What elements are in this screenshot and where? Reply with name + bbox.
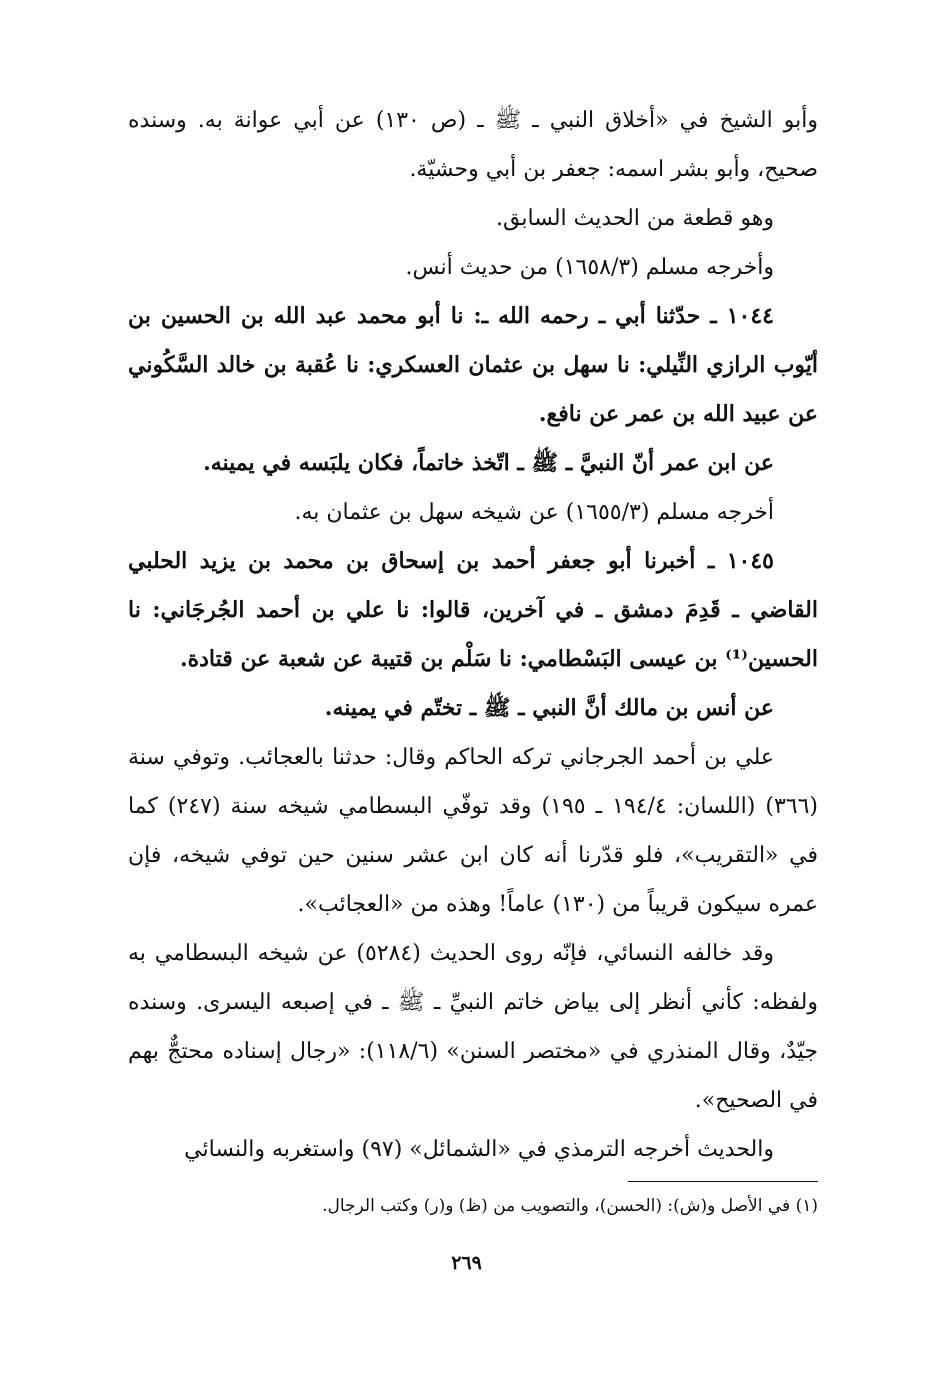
paragraph-1: وأبو الشيخ في «أخلاق النبي ـ ﷺ ـ (ص ١٣٠) عن أبي عوانة به. وسنده صحيح، وأبو بشر اسمه: جعفر بن أبي وحشيّة. [128,108,818,182]
paragraph-2: وهو قطعة من الحديث السابق. [496,206,774,231]
paragraph-3: وأخرجه مسلم (١٦٥٨/٣) من حديث أنس. [405,255,774,280]
hadith-1045-text: عن أنس بن مالك أنَّ النبي ـ ﷺ ـ تختّم في يمينه. [324,695,774,721]
paragraph-takhrij-1044: أخرجه مسلم (١٦٥٥/٣) عن شيخه سهل بن عثمان به. [294,500,774,525]
hadith-1045-chain: ١٠٤٥ ـ أخبرنا أبو جعفر أحمد بن إسحاق بن محمد بن يزيد الحلبي القاضي ـ قَدِمَ دمشق ـ في آخرين، قالوا: نا علي بن أحمد الجُرجَاني: نا الحسين⁽¹⁾ بن عيسى البَسْطامي: نا سَلْم بن قتيبة عن شعبة عن قتادة. [128,548,818,672]
hadith-1044-chain: ١٠٤٤ ـ حدّثنا أبي ـ رحمه الله ـ: نا أبو محمد عبد الله بن الحسين بن أيّوب الرازي النِّيلي: نا سهل بن عثمان العسكري: نا عُقبة بن خالد السَّكُوني عن عبيد الله بن عمر عن نافع. [128,303,818,427]
paragraph-commentary-1: علي بن أحمد الجرجاني تركه الحاكم وقال: حدثنا بالعجائب. وتوفي سنة (٣٦٦) (اللسان: ١٩٤/٤ ـ ١٩٥) وقد توفّي البسطامي شيخه سنة (٢٤٧) كما في «التقريب»، فلو قدّرنا أنه كان ابن عشر سنين حين توفي شيخه، فإن عمره سيكون قريباً من (١٣٠) عاماً! وهذه من «العجائب». [128,745,818,917]
page-number: ٢٦٩ [451,1252,482,1274]
footnote-divider [628,1181,818,1182]
paragraph-commentary-3: والحديث أخرجه الترمذي في «الشمائل» (٩٧) واستغربه والنسائي [184,1137,774,1162]
footnote: (١) في الأصل و(ش): (الحسن)، والتصويب من (ظ) و(ر) وكتب الرجال. [322,1196,818,1216]
hadith-1044-text: عن ابن عمر أنّ النبيَّ ـ ﷺ ـ اتّخذ خاتماً، فكان يلبَسه في يمينه. [203,450,774,476]
paragraph-commentary-2: وقد خالفه النسائي، فإنّه روى الحديث (٥٢٨٤) عن شيخه البسطامي به ولفظه: كأني أنظر إلى بياض خاتم النبيِّ ـ ﷺ ـ في إصبعه اليسرى. وسنده جيّدٌ، وقال المنذري في «مختصر السنن» (١١٨/٦): «رجال إسناده محتجٌّ بهم في الصحيح». [128,941,819,1113]
page-body [128,96,818,1174]
